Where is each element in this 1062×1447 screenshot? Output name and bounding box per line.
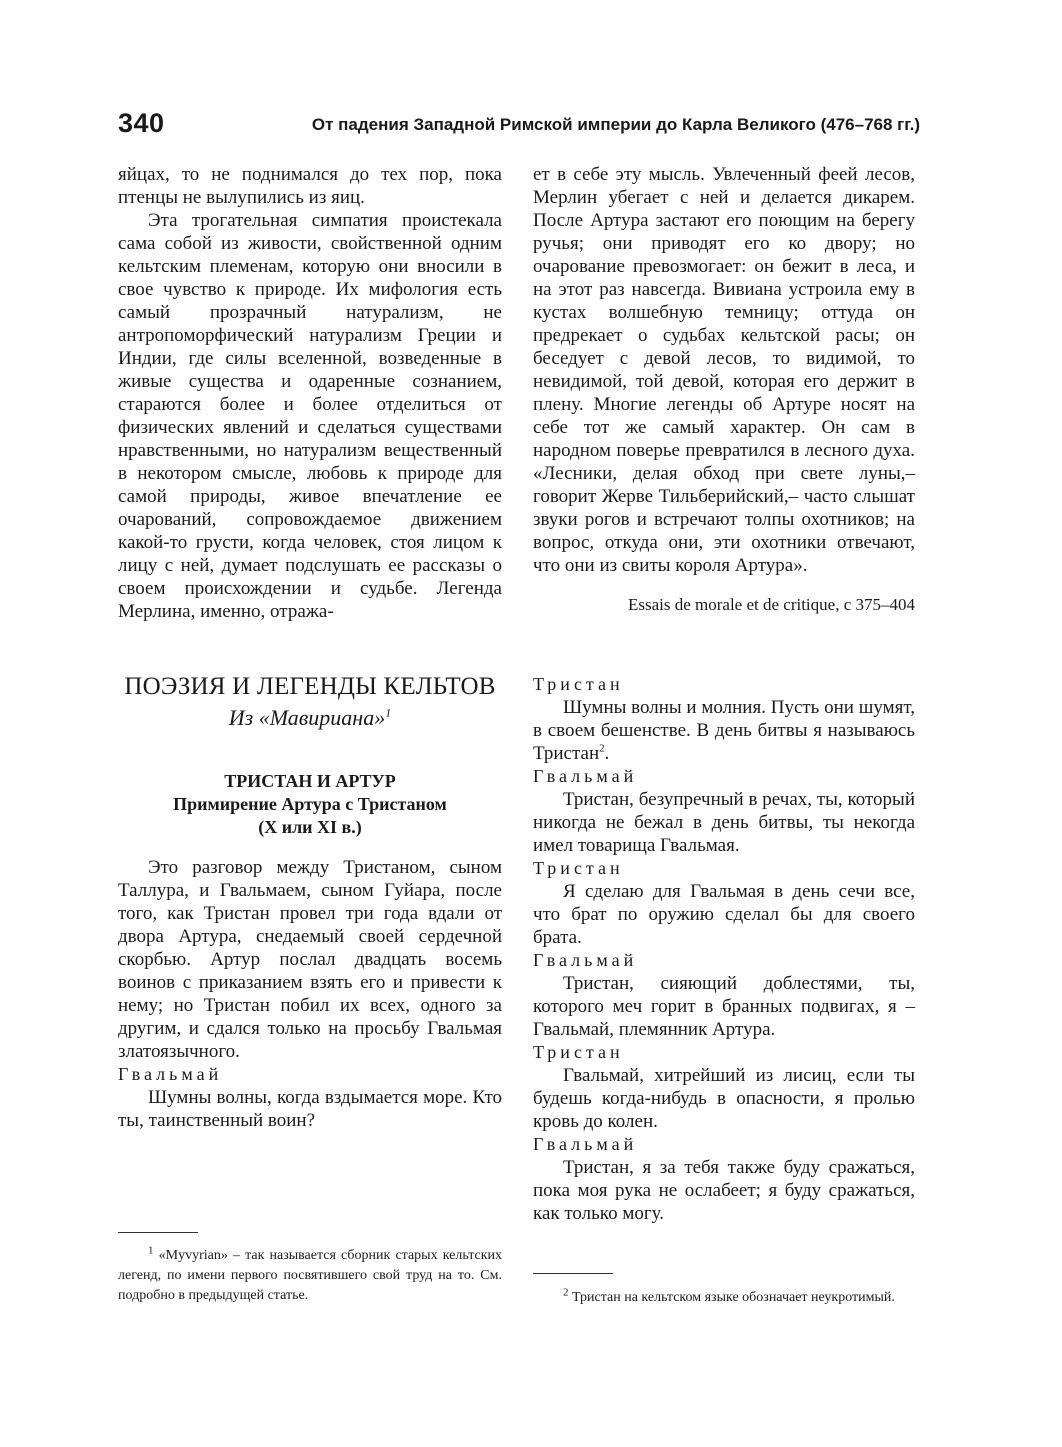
footnote-divider: [533, 1273, 613, 1274]
dialogue-line: Тристан, безупречный в речах, ты, который никогда не бежал в день битвы, ты некогда имел товарища Гвальмая.: [533, 789, 915, 856]
left-column-bottom: [118, 856, 502, 1132]
speaker-name: Тристан: [533, 858, 624, 878]
paragraph: Эта трогательная симпатия проистекала сама собой из живости, свойственной одним кельтским племенам, которую они вносили в свое чувство к природе. Их мифология есть самый прозрачный натурализм, не антропоморфический натурализм Греции и Индии, где силы вселенной, возведенные в живые существа и одаренные сознанием, стараются более и более отделиться от физических явлений и сделаться существами нравственными, но натурализм вещественный в некотором смысле, любовь к природе для самой природы, живое впечатление ее очарований, сопровождаемое движением какой-то грусти, когда человек, стоя лицом к лицу с ней, думает подслушать ее рассказы о своем происхождении и судьбе. Легенда Мерлина, именно, отража-: [118, 210, 502, 622]
dialogue-line: Шумны волны, когда вздымается море. Кто ты, таинственный воин?: [118, 1087, 502, 1131]
footnote-text: Тристан на кельтском языке обозначает неукротимый.: [572, 1290, 895, 1305]
speaker-name: Гвальмай: [533, 1134, 638, 1154]
intro-paragraph: Это разговор между Тристаном, сыном Таллура, и Гвальмаем, сыном Гуйара, после того, как Тристан провел три года вдали от двора Артура, снедаемый своей сердечной скорбью. Артур послал двадцать восемь воинов с приказанием взять его и привести к нему; но Тристан побил их всех, одного за другим, и сдался только на просьбу Гвальмая златоязычного.: [118, 857, 502, 1062]
speaker-name: Гвальмай: [118, 1064, 223, 1084]
footnote-1: [118, 1246, 502, 1306]
right-column-bottom: [533, 673, 915, 1225]
piece-date: (X или XI в.): [258, 817, 362, 837]
left-column-top: [118, 163, 502, 623]
speaker-name: Гвальмай: [533, 950, 638, 970]
footnote-divider: [118, 1232, 198, 1233]
footnote-mark: 2: [563, 1286, 569, 1299]
dialogue-line: Гвальмай, хитрейший из лисиц, если ты будешь когда-нибудь в опасности, я пролью кровь до колен.: [533, 1065, 915, 1132]
page-number: 340: [118, 108, 165, 138]
footnote-ref: 2: [599, 742, 605, 755]
speaker-name: Тристан: [533, 674, 624, 694]
speaker-name: Гвальмай: [533, 766, 638, 786]
paragraph: яйцах, то не поднимался до тех пор, пока птенцы не вылупились из яиц.: [118, 164, 502, 208]
dialogue-line: Я сделаю для Гвальмая в день сечи все, что брат по оружию сделал бы для своего брата.: [533, 881, 915, 948]
piece-title: ТРИСТАН И АРТУР: [224, 771, 396, 791]
speaker-name: Тристан: [533, 1042, 624, 1062]
running-title: От падения Западной Римской империи до Карла Великого (476–768 гг.): [311, 115, 920, 134]
section-title: ПОЭЗИЯ И ЛЕГЕНДЫ КЕЛЬТОВ: [124, 673, 496, 700]
dialogue-text: Шумны волны и молния. Пусть они шумят, в своем бешенстве. В день битвы я называюсь Тристан: [533, 697, 915, 764]
piece-subtitle: Примирение Артура с Тристаном: [173, 794, 447, 814]
subtitle-text: Из «Мавириана»: [228, 705, 386, 730]
section-subtitle: [118, 704, 502, 732]
source-citation: Essais de morale et de critique, c 375–404: [627, 595, 915, 614]
dialogue-line: Шумны волны и молния. Пусть они шумят, в своем бешенстве. В день битвы я называюсь Тристан$^2$.: [533, 697, 915, 764]
footnote-ref: 1: [385, 705, 392, 720]
footnote-mark: 1: [148, 1244, 154, 1257]
footnote-text: «Myvyrian» – так называется сборник старых кельтских легенд, по имени первого посвятившего свой труд на то. См. подробно в предыдущей статье.: [118, 1248, 502, 1303]
right-column-top: [533, 163, 915, 577]
footnote-2: [533, 1288, 915, 1308]
paragraph: ет в себе эту мысль. Увлеченный феей лесов, Мерлин убегает с ней и делается дикарем. После Артура застают его поющим на берегу ручья; они приводят его ко двору; но очарование превозмогает: он бежит в леса, и на этот раз навсегда. Вивиана устроила ему в кустах волшебную темницу; оттуда он предрекает о судьбах кельтской расы; он беседует с девой лесов, то видимой, то невидимой, той девой, которая его держит в плену. Многие легенды об Артуре носят на себе тот же самый характер. Он сам в народном поверье превратился в лесного духа. «Лесники, делая обход при свете луны,– говорит Жерве Тильберийский,– часто слышат звуки рогов и встречают толпы охотников; на вопрос, откуда они, эти охотники отвечают, что они из свиты короля Артура».: [533, 164, 915, 576]
dialogue-line: Тристан, я за тебя также буду сражаться, пока моя рука не ослабеет; я буду сражаться, как только могу.: [533, 1157, 915, 1224]
dialogue-line: Тристан, сияющий доблестями, ты, которого меч горит в бранных подвигах, я – Гвальмай, племянник Артура.: [533, 973, 915, 1040]
